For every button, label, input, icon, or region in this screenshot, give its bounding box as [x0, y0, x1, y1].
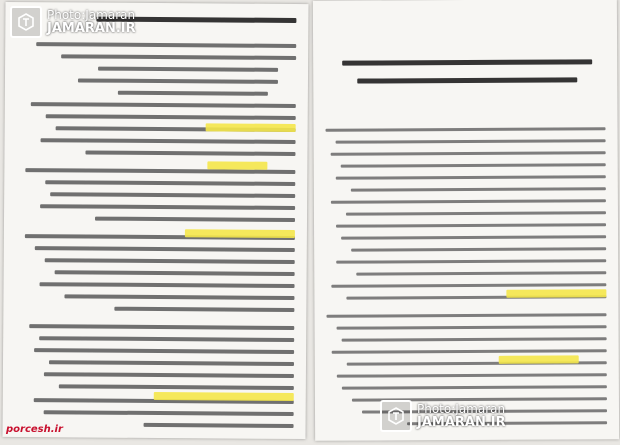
text-line: [331, 283, 606, 287]
text-line: [78, 78, 278, 83]
highlight-mark: [499, 355, 579, 363]
text-line: [40, 282, 295, 288]
watermark-photo-credit: Photo:Jamaran: [417, 402, 506, 416]
text-line: [332, 349, 607, 353]
text-line: [336, 223, 606, 227]
text-line: [61, 54, 296, 60]
text-line: [45, 258, 295, 264]
watermark-bottom: [380, 400, 506, 432]
text-line: [341, 235, 606, 239]
watermark-site: JAMARAN.IR: [417, 415, 506, 430]
watermark-photo-credit: Photo:Jamaran: [47, 8, 136, 22]
text-line: [50, 192, 295, 198]
text-line: [45, 180, 295, 186]
text-line: [357, 77, 577, 83]
text-line: [44, 410, 294, 416]
text-line: [346, 211, 606, 215]
text-line: [342, 337, 607, 341]
text-line: [337, 325, 607, 329]
text-line: [59, 384, 294, 390]
text-line: [46, 114, 296, 120]
text-line: [34, 348, 294, 354]
text-line: [351, 187, 606, 191]
text-line: [98, 67, 278, 72]
highlight-mark: [206, 123, 296, 132]
text-line: [35, 246, 295, 252]
text-line: [36, 42, 296, 48]
text-line: [41, 138, 296, 144]
text-line: [341, 163, 606, 167]
highlight-mark: [154, 392, 294, 401]
text-line: [44, 372, 294, 378]
text-line: [326, 313, 606, 317]
text-line: [342, 385, 607, 389]
text-line: [326, 127, 606, 131]
jamaran-logo-icon: [380, 400, 412, 432]
text-line: [85, 151, 295, 156]
text-line: [336, 175, 606, 179]
document-page-right: [313, 0, 619, 441]
text-line: [351, 247, 606, 251]
jamaran-logo-icon: [10, 6, 42, 38]
text-line: [114, 307, 294, 312]
text-line: [40, 204, 295, 210]
text-line: [336, 139, 606, 143]
text-line: [29, 324, 294, 330]
text-line: [64, 294, 294, 300]
highlight-mark: [506, 289, 606, 298]
text-line: [336, 259, 606, 263]
text-line: [331, 199, 606, 203]
text-line: [55, 270, 295, 276]
source-tag: porcesh.ir: [6, 424, 63, 435]
watermark-top: [10, 6, 136, 38]
text-line: [95, 217, 295, 222]
text-line: [342, 59, 592, 65]
text-line: [356, 271, 606, 275]
text-line: [31, 102, 296, 108]
text-line: [331, 151, 606, 155]
highlight-mark: [185, 229, 295, 238]
text-line: [337, 373, 607, 377]
text-line: [144, 423, 294, 428]
highlight-mark: [207, 161, 267, 169]
text-line: [118, 91, 268, 96]
document-page-left: [2, 2, 308, 439]
text-line: [39, 336, 294, 342]
watermark-site: JAMARAN.IR: [47, 21, 136, 36]
text-line: [49, 360, 294, 366]
